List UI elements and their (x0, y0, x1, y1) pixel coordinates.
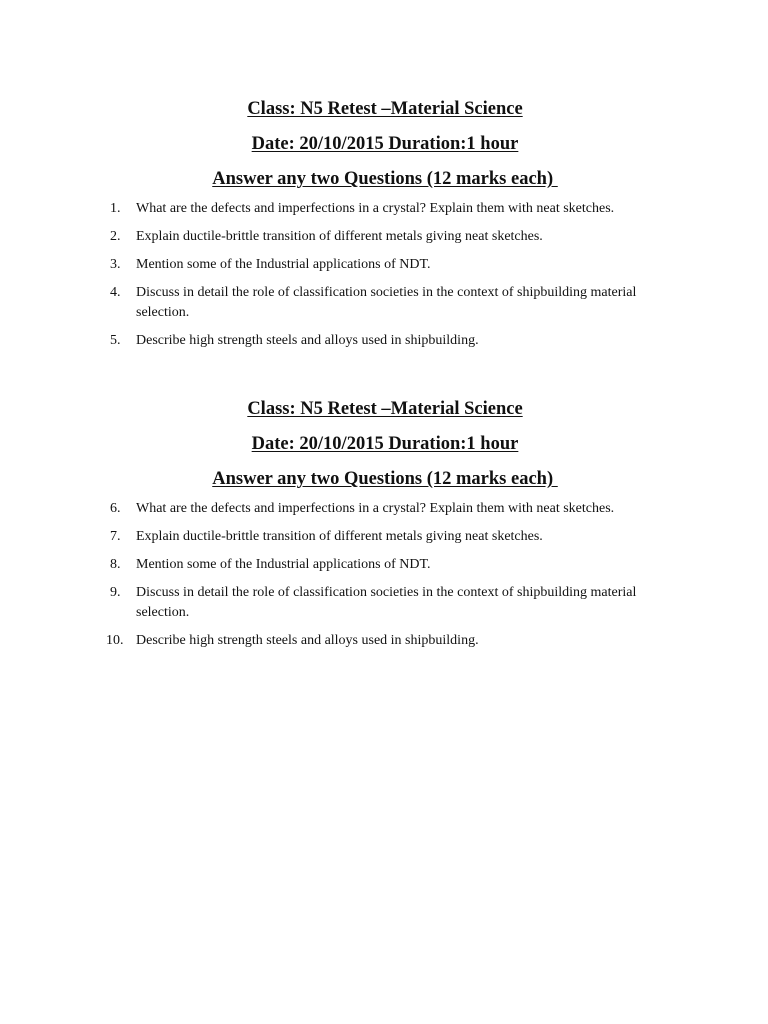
question-item (0, 631, 768, 651)
question-number: 8. (110, 557, 121, 572)
question-number: 6. (110, 501, 121, 516)
question-text: Mention some of the Industrial applications of NDT. (136, 257, 431, 272)
exam-section-2 (0, 392, 768, 659)
question-number: 1. (110, 201, 121, 216)
question-item (0, 555, 768, 575)
instruction-heading-text: Answer any two Questions (12 marks each) (212, 469, 558, 489)
exam-section-1 (0, 92, 768, 359)
question-list (0, 499, 768, 651)
question-text: What are the defects and imperfections in a crystal? Explain them with neat sketches. (136, 501, 615, 516)
instruction-heading (0, 462, 768, 497)
question-number: 9. (110, 585, 121, 600)
question-text: Describe high strength steels and alloys used in shipbuilding. (136, 333, 479, 348)
question-number: 10. (106, 633, 124, 648)
question-item (0, 331, 768, 351)
question-number: 2. (110, 229, 121, 244)
question-item (0, 283, 768, 323)
question-text: Describe high strength steels and alloys used in shipbuilding. (136, 633, 479, 648)
question-number: 3. (110, 257, 121, 272)
class-heading (0, 392, 768, 427)
question-text: Explain ductile-brittle transition of different metals giving neat sketches. (136, 529, 543, 544)
date-heading-text: Date: 20/10/2015 Duration:1 hour (251, 434, 519, 454)
question-item (0, 255, 768, 275)
question-item (0, 583, 768, 623)
question-list (0, 199, 768, 351)
class-heading-text: Class: N5 Retest –Material Science (247, 399, 523, 419)
question-number: 7. (110, 529, 121, 544)
question-number: 5. (110, 333, 121, 348)
instruction-heading-text: Answer any two Questions (12 marks each) (212, 169, 558, 189)
class-heading (0, 92, 768, 127)
question-text: Explain ductile-brittle transition of different metals giving neat sketches. (136, 229, 543, 244)
question-number: 4. (110, 285, 121, 300)
class-heading-text: Class: N5 Retest –Material Science (247, 99, 523, 119)
question-text: Discuss in detail the role of classification societies in the context of shipbuilding material selection. (136, 585, 637, 620)
question-item (0, 199, 768, 219)
date-heading (0, 427, 768, 462)
date-heading-text: Date: 20/10/2015 Duration:1 hour (251, 134, 519, 154)
question-text: Discuss in detail the role of classification societies in the context of shipbuilding material selection. (136, 285, 637, 320)
date-heading (0, 127, 768, 162)
question-item (0, 227, 768, 247)
instruction-heading (0, 162, 768, 197)
question-text: What are the defects and imperfections in a crystal? Explain them with neat sketches. (136, 201, 615, 216)
question-text: Mention some of the Industrial applications of NDT. (136, 557, 431, 572)
question-item (0, 527, 768, 547)
question-item (0, 499, 768, 519)
